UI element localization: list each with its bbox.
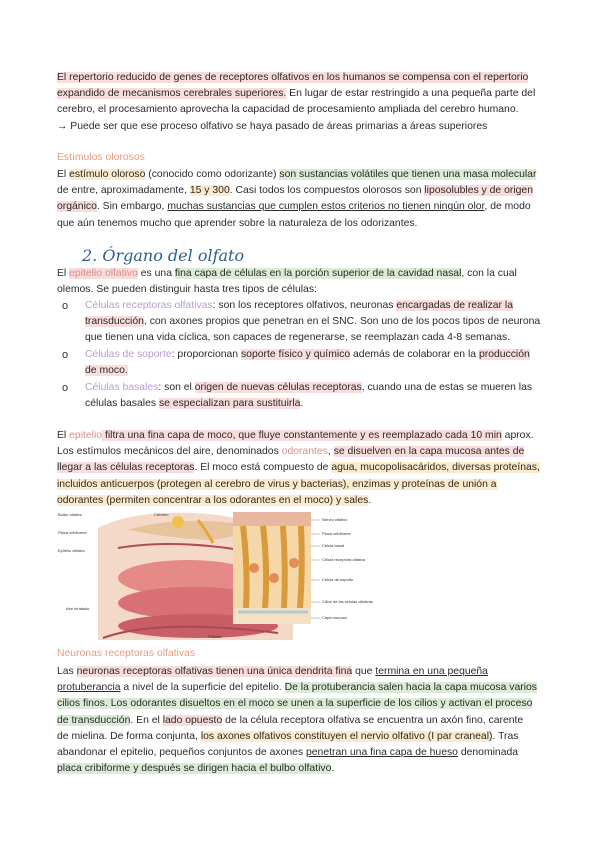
olfactory-anatomy-figure [58, 508, 544, 640]
highlight-cribriform: placa cribiforme y después se dirigen hacia el bulbo olfativo [57, 763, 332, 775]
highlight-origin: origen de nuevas células receptoras [194, 382, 362, 393]
text: : proporcionan [171, 349, 241, 360]
label-top: Cerebro [154, 512, 169, 517]
text: que aún tenemos mucho que aprender sobre la naturaleza de los odorizantes. [57, 217, 418, 229]
highlight-transduction-3: de transducción [57, 714, 131, 726]
term-receptor-cells: Células receptoras olfativas [85, 300, 213, 311]
neurons-heading: Neuronas receptoras olfativas [57, 648, 196, 659]
highlight-thin-layer: fina capa de células en la porción superior de la cavidad nasal [174, 268, 462, 279]
highlight-transduction-2: transducción [85, 316, 144, 328]
text: : son el [158, 382, 195, 393]
highlight-organic: orgánico [57, 201, 97, 213]
label-right-4: Célula de soporte [322, 577, 354, 582]
label-right-3: Célula receptora olfativa [322, 557, 366, 562]
text: células basales [85, 398, 159, 410]
section-heading-organ: 2. Órgano del olfato [82, 246, 245, 265]
highlight-support: soporte físico y químico [240, 349, 351, 360]
text: denominada [457, 746, 519, 758]
term-support-cells: Células de soporte [85, 349, 172, 360]
highlight-production: producción [478, 349, 530, 360]
term-odorants: odorantes [281, 446, 328, 458]
text: que [352, 666, 376, 677]
intro-paragraph [57, 70, 543, 135]
text: Los estímulos mecánicos del aire, denominados [57, 446, 282, 458]
label-left-4: Paladar [208, 634, 222, 639]
label-left-2: Epitelio olfativo [58, 548, 85, 553]
term-epithelium: epitelio [69, 430, 103, 441]
intro-line-2-highlight: expandido de mecanismos cerebrales superiores. [57, 88, 287, 100]
text: , de modo [484, 201, 531, 213]
text: además de colaborar en la [350, 349, 479, 360]
text: olemos. Se pueden distinguir hasta tres tipos de células: [57, 284, 317, 296]
label-left-3: Aire inhalado [66, 606, 90, 611]
text: . [368, 494, 372, 506]
highlight-specialize: se especializan para sustituirla [158, 398, 301, 410]
text: . En el [130, 714, 163, 726]
label-left-1: Placa cribiforme [58, 530, 87, 535]
highlight-filter: filtra una fina capa de moco, que fluye constantemente y es reemplazado cada 10 min [102, 430, 502, 441]
label-right-2: Célula basal [322, 543, 345, 548]
highlight-odorants-bind: . Los odorantes disueltos en el moco se unen a la superficie de los cilios y activan el proceso [104, 698, 533, 710]
term-olfactory-epithelium: epitelio olfativo [69, 268, 138, 279]
label-right-6: Capa mucosa [322, 615, 347, 620]
intro-line-1: El repertorio reducido de genes de receptores olfativos en los humanos se compensa con el repertorio [57, 72, 529, 83]
label-right-0: Nervio olfativo [322, 517, 348, 522]
highlight-cilia-2: cilios finos [57, 698, 105, 710]
text: de entre, aproximadamente, [57, 185, 190, 197]
text: . [331, 763, 335, 775]
text: El [57, 169, 70, 180]
label-left-0: Bulbo olfativo [58, 512, 83, 517]
highlight-dissolve: se disuelven en la capa mucosa antes de [333, 446, 525, 458]
text: . Casi todos los compuestos olorosos son [229, 185, 425, 197]
bullet-receptor-cells [85, 298, 543, 347]
label-right-1: Placa cribiforme [322, 531, 351, 536]
highlight-dendrite: neuronas receptoras olfativas tienen una única dendrita fina [76, 666, 353, 677]
underlined-bone: penetran una fina capa de hueso [306, 746, 458, 758]
bullet-marker: o [62, 300, 69, 312]
neurons-paragraph [57, 664, 543, 777]
highlight-transduction: encargadas de realizar la [396, 300, 513, 311]
underlined-criteria: muchas sustancias que cumplen estos criterios no tienen ningún olor [167, 201, 485, 213]
label-right-5: Cilios de las células olfativas [322, 599, 373, 604]
highlight-opposite: lado opuesto [162, 714, 223, 726]
text: de la célula receptora olfativa se encuentra un axón fino, carente [222, 714, 524, 726]
mucus-paragraph [57, 428, 543, 509]
stimuli-paragraph [57, 167, 543, 232]
organ-intro [57, 266, 543, 298]
highlight-odor-stimulus: estímulo oloroso [69, 169, 146, 180]
text: a nivel de la superficie del epitelio. [120, 682, 285, 694]
underlined-protuberance: termina en una pequeña [375, 666, 488, 677]
text: (conocido como odorizante) [145, 169, 280, 180]
text: . Sin embargo, [96, 201, 168, 213]
bullet-marker: o [62, 349, 69, 361]
epithelium-illustration [233, 512, 311, 624]
highlight-composition-3: odorantes (permiten concentrar a los odorantes en el moco) y sales [57, 494, 369, 506]
highlight-reach: llegar a las células receptoras [57, 462, 195, 474]
highlight-composition-2: incluidos anticuerpos (protegen al cerebro de virus y bacterias), enzimas y proteínas de unión a [57, 478, 497, 490]
text: . Tras [492, 730, 519, 742]
text: El [57, 430, 70, 441]
text: , con axones propios que penetran en el SNC. Son uno de los pocos tipos de neurona [143, 316, 541, 328]
text: de mielina. De forma conjunta, [57, 730, 201, 742]
bullet-support-cells [85, 347, 543, 379]
text: , con la cual [461, 268, 517, 279]
text: . [300, 398, 304, 410]
text: que tienen una vida cíclica, son capaces de regenerarse, se reemplazan cada 4-8 semanas. [85, 332, 511, 344]
highlight-cilia: De la protuberancia salen hacia la capa mucosa varios [284, 682, 537, 694]
term-basal-cells: Células basales [85, 382, 159, 393]
text: . El moco está compuesto de [194, 462, 332, 474]
text: , [327, 446, 334, 458]
intro-line-4: → Puede ser que ese proceso olfativo se haya pasado de áreas primarias a áreas superiores [57, 120, 488, 132]
highlight-liposoluble: liposolubles y de origen [424, 185, 533, 197]
text: , cuando una de estas se mueren las [361, 382, 533, 393]
stimuli-heading: Estímulos olorosos [57, 152, 145, 163]
underlined-protuberance-2: protuberancia [57, 682, 121, 694]
text: aprox. [501, 430, 534, 441]
intro-line-3: cerebro, el procesamiento aprovecha la capacidad de procesamiento ampliada del cerebro humano. [57, 104, 519, 116]
bullet-marker: o [62, 382, 69, 394]
highlight-mucus: de moco. [85, 365, 128, 377]
intro-line-2-rest: En lugar de estar restringido a una pequeña parte del [286, 88, 536, 100]
highlight-composition: agua, mucopolisacáridos, diversas proteínas, [331, 462, 540, 474]
text: abandonar el epitelio, pequeños conjuntos de axones [57, 746, 306, 758]
text: es una [137, 268, 175, 279]
text: El [57, 268, 70, 279]
bullet-basal-cells [85, 380, 543, 412]
highlight-volatile: son sustancias volátiles que tienen una masa molecular [279, 169, 537, 180]
text: Las [57, 666, 77, 677]
highlight-nerve: los axones olfativos constituyen el nervio olfativo (I par craneal) [200, 730, 493, 742]
highlight-mass-range: 15 y 300 [189, 185, 230, 197]
text: : son los receptores olfativos, neuronas [212, 300, 397, 311]
